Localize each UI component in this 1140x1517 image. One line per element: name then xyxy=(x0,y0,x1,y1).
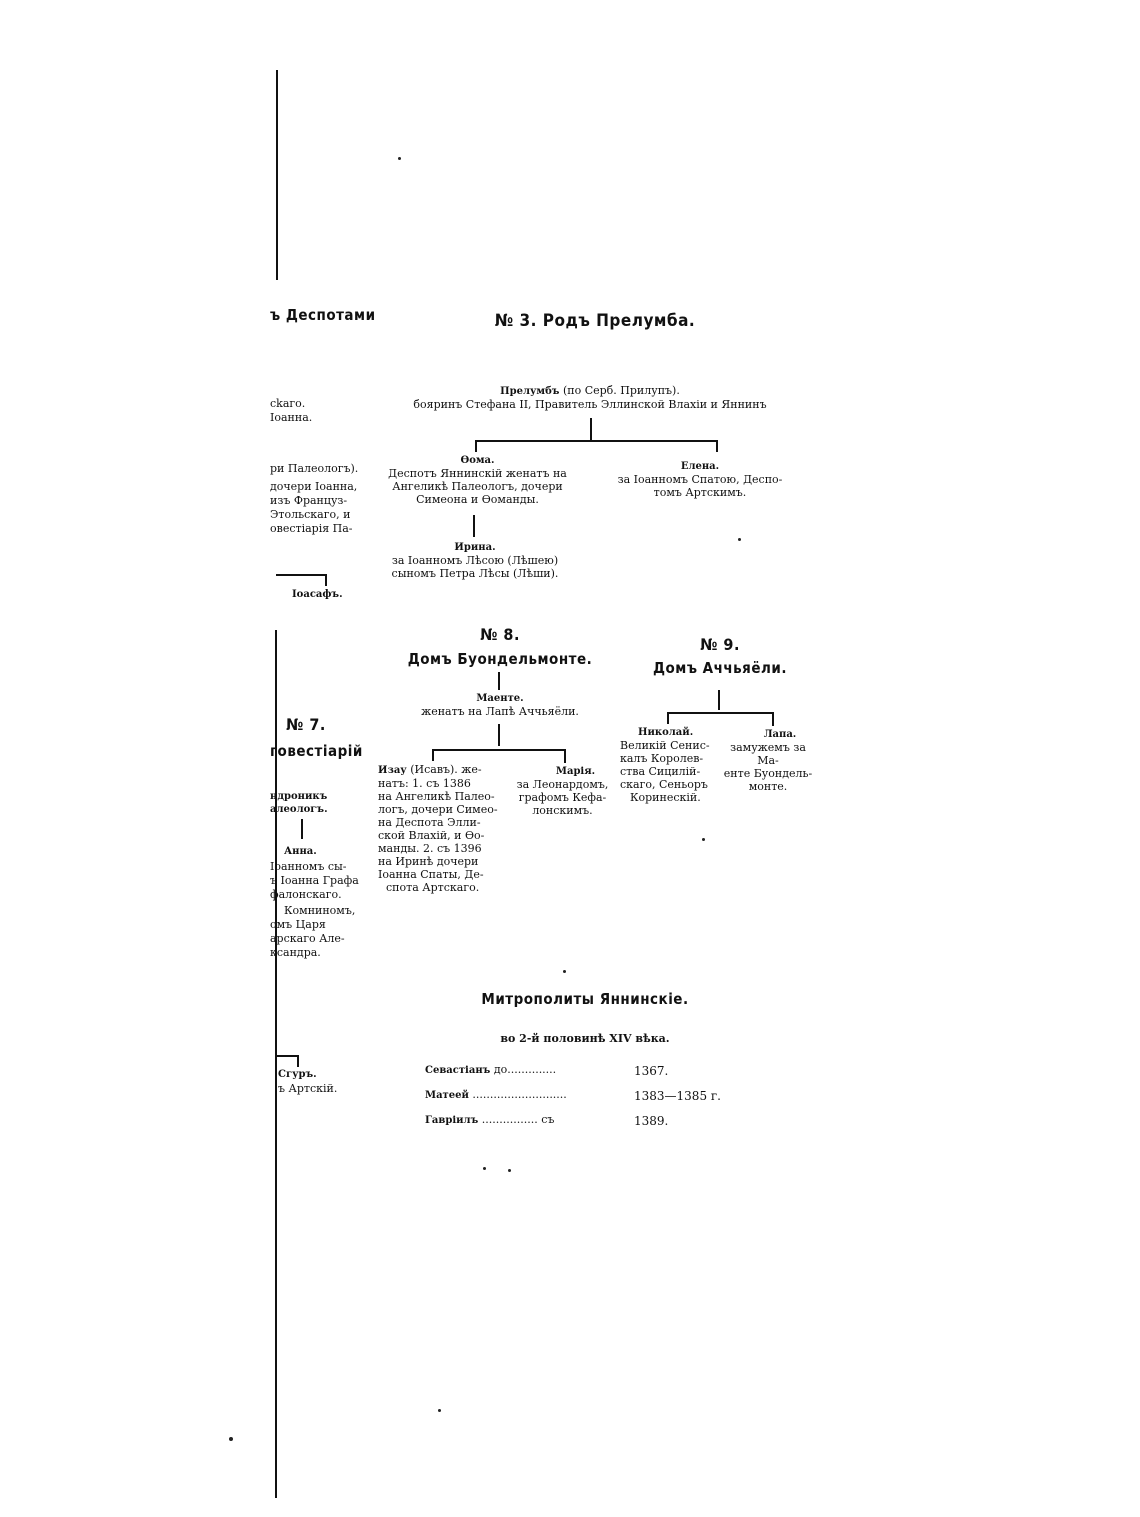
section3-root-name: Прелумбъ xyxy=(500,386,560,397)
scan-speck xyxy=(738,538,741,541)
tree-connector xyxy=(718,690,720,710)
section9-lapa-name: Лапа. xyxy=(763,729,797,740)
section3-irina-text: за Іоанномъ Лѣсою (Лѣшею) xyxy=(391,554,559,567)
left-text: дочери Іоанна, xyxy=(270,480,358,493)
section8-root xyxy=(400,692,600,718)
section9-nikolai-text: скаго, Сеньоръ xyxy=(620,778,708,791)
metropolitan-year: 1367. xyxy=(634,1064,669,1078)
scan-speck xyxy=(398,157,401,160)
tree-connector xyxy=(325,574,327,586)
section9-lapa-text: монте. xyxy=(748,780,788,793)
left-text: ксандра. xyxy=(270,946,321,959)
left-heading-despots: ъ Деспотами xyxy=(270,306,376,324)
tree-connector xyxy=(473,515,475,537)
section8-izau-text: на Деспота Элли- xyxy=(378,816,481,829)
left-text: омъ Царя xyxy=(270,918,326,931)
left-text: овестіарія Па- xyxy=(270,522,353,535)
section9-number: № 9. xyxy=(700,635,740,654)
tree-connector xyxy=(498,724,500,746)
tree-connector xyxy=(475,440,477,452)
tree-connector xyxy=(276,574,326,576)
section8-root-text: женатъ на Лапѣ Аччьяёли. xyxy=(421,705,579,718)
left-text: арскаго Але- xyxy=(270,932,345,945)
section8-maria-text: графомъ Кефа- xyxy=(518,791,607,804)
section3-root xyxy=(395,384,785,411)
section8-izau xyxy=(378,763,498,894)
left-text: ри Палеологъ). xyxy=(270,462,359,475)
section9-nikolai-text: калъ Королев- xyxy=(620,752,704,765)
section9-nikolai-text: Великій Сенис- xyxy=(620,739,710,752)
section8-title: Домъ Буондельмонте. xyxy=(407,650,593,668)
left-section-title: говестіарій xyxy=(270,742,363,760)
section8-izau-name: Изау xyxy=(378,765,407,776)
section3-foma-text: Симеона и Ѳоманды. xyxy=(416,493,539,506)
left-text: ъ Артскій. xyxy=(278,1082,338,1095)
gutter-line xyxy=(275,630,277,1498)
section8-maria xyxy=(505,765,620,817)
left-text: ъ Іоанна Графа xyxy=(270,874,359,887)
left-text: Комниномъ, xyxy=(284,904,356,917)
left-name-sgur: Сгуръ. xyxy=(278,1069,317,1080)
section9-nikolai-name: Николай. xyxy=(638,727,694,738)
tree-connector xyxy=(498,672,500,690)
metropolitan-dots: ........................... xyxy=(472,1088,567,1101)
section8-izau-text: (Исавъ). же- xyxy=(410,763,482,776)
tree-connector xyxy=(667,712,669,724)
section3-irina xyxy=(380,541,570,580)
section3-elena-name: Елена. xyxy=(680,461,720,472)
section8-izau-text: логъ, дочери Симео- xyxy=(378,803,498,816)
tree-connector xyxy=(276,1055,298,1057)
section9-nikolai xyxy=(620,726,718,804)
section8-izau-text: спота Артскаго. xyxy=(386,881,480,894)
section8-root-name: Маенте. xyxy=(476,693,524,704)
section8-izau-text: на Ангеликѣ Палео- xyxy=(378,790,495,803)
metropolitan-dots: ................ съ xyxy=(481,1113,555,1126)
left-text: сkaго. xyxy=(270,397,306,410)
section8-number: № 8. xyxy=(480,625,520,644)
metropolitan-dots: .............. xyxy=(507,1063,557,1076)
tree-connector xyxy=(432,749,434,761)
section3-root-line2: бояринъ Стефана II, Правитель Эллинской Влахіи и Яннинъ xyxy=(413,398,767,411)
section3-foma-text: Ангеликѣ Палеологъ, дочери xyxy=(392,480,563,493)
section8-maria-text: за Леонардомъ, xyxy=(516,778,609,791)
left-text: Іоанна. xyxy=(270,411,313,424)
scan-speck xyxy=(229,1437,233,1441)
section9-nikolai-text: Коринескій. xyxy=(630,791,701,804)
section8-izau-text: Іоанна Спаты, Де- xyxy=(378,868,484,881)
section3-irina-name: Ирина. xyxy=(454,542,496,553)
metropolitan-year: 1383—1385 г. xyxy=(634,1089,721,1103)
metropolitan-name: Севастіанъ xyxy=(425,1065,491,1076)
section3-elena xyxy=(605,460,795,499)
tree-connector xyxy=(432,749,565,751)
section9-lapa-text: замужемъ за Ма- xyxy=(730,741,806,767)
left-text: Іоанномъ сы- xyxy=(270,860,347,873)
left-text: изъ Француз- xyxy=(270,494,348,507)
scan-speck xyxy=(438,1409,441,1412)
section8-izau-text: на Иринѣ дочери xyxy=(378,855,479,868)
left-text: фалонскаго. xyxy=(270,888,342,901)
section3-foma-name: Ѳома. xyxy=(460,455,495,466)
tree-connector xyxy=(590,418,592,440)
section9-lapa-text: енте Буондель- xyxy=(723,767,813,780)
section9-nikolai-text: ства Сицилій- xyxy=(620,765,701,778)
section9-title: Домъ Аччьяёли. xyxy=(653,659,787,677)
section3-irina-text: сыномъ Петра Лѣсы (Лѣши). xyxy=(391,567,559,580)
left-section-number: № 7. xyxy=(286,715,326,734)
section3-root-rest: (по Серб. Прилупъ). xyxy=(562,384,680,397)
scan-speck xyxy=(483,1167,486,1170)
left-text: Этольскаго, и xyxy=(270,508,351,521)
left-name: алеологъ. xyxy=(270,804,328,815)
tree-connector xyxy=(475,440,717,442)
metropolitans-subtitle: во 2-й половинѣ XIV вѣка. xyxy=(500,1032,670,1045)
scan-speck xyxy=(563,970,566,973)
tree-connector xyxy=(301,819,303,839)
tree-connector xyxy=(667,712,773,714)
scan-speck xyxy=(702,838,705,841)
section8-izau-text: ской Влахій, и Ѳо- xyxy=(378,829,485,842)
left-name-anna: Анна. xyxy=(284,846,317,857)
tree-connector xyxy=(772,712,774,726)
metropolitan-row xyxy=(425,1063,745,1077)
section8-izau-text: натъ: 1. съ 1386 xyxy=(378,777,471,790)
scan-speck xyxy=(508,1169,511,1172)
section8-maria-name: Марія. xyxy=(555,766,596,777)
metropolitan-year: 1389. xyxy=(634,1114,669,1128)
tree-connector xyxy=(716,440,718,452)
section3-foma-text: Деспотъ Яннинскій женатъ на xyxy=(388,467,567,480)
section3-foma xyxy=(385,454,570,506)
tree-connector xyxy=(564,749,566,763)
section8-izau-text: манды. 2. съ 1396 xyxy=(378,842,482,855)
section3-elena-text: за Іоанномъ Спатою, Деспо- xyxy=(617,473,783,486)
left-name: ндроникъ xyxy=(270,791,328,802)
section3-elena-text: томъ Артскимъ. xyxy=(653,486,747,499)
metropolitan-row xyxy=(425,1088,745,1102)
metropolitans-title: Митрополиты Яннинскіе. xyxy=(481,990,689,1008)
tree-connector xyxy=(297,1055,299,1067)
metropolitan-name: Матеей xyxy=(425,1090,469,1101)
metropolitan-row xyxy=(425,1113,745,1127)
left-name-ioasaf: Іоасафъ. xyxy=(292,589,343,600)
section9-lapa xyxy=(718,728,818,793)
metropolitan-prep: до xyxy=(493,1063,508,1076)
gutter-line-top xyxy=(276,70,278,280)
section8-maria-text: лонскимъ. xyxy=(532,804,593,817)
section3-title: № 3. Родъ Прелумба. xyxy=(494,311,696,331)
metropolitan-name: Гавріилъ xyxy=(425,1115,479,1126)
